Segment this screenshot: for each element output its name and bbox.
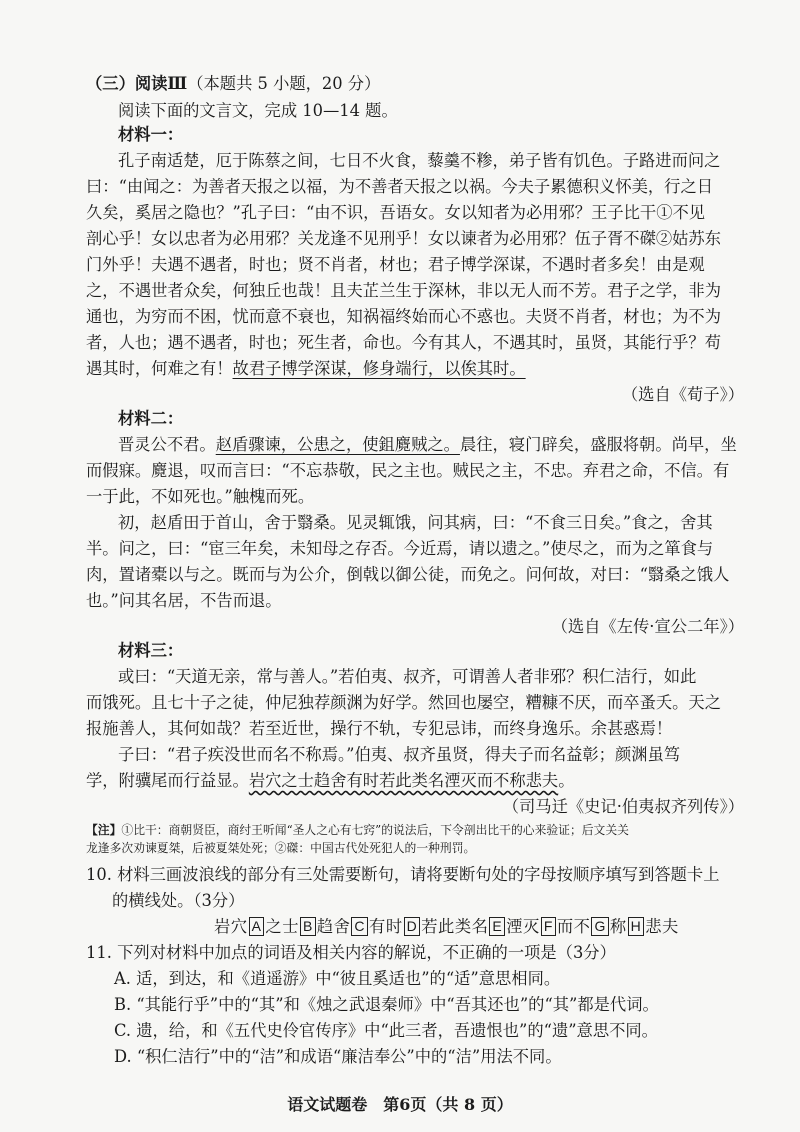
break-box-b[interactable]: B <box>300 917 316 936</box>
note-label: 【注】 <box>86 823 122 837</box>
question-10-segmented-text <box>214 916 800 938</box>
material2-line: 初，赵盾田于首山，舍于翳桑。见灵辄饿，问其病，曰：“不食三日矣。”食之，舍其 <box>118 513 713 532</box>
material2-text: 晨往，寝门辟矣，盛服将朝。尚早，坐 <box>459 435 737 454</box>
material2-line: 半。问之，曰：“宦三年矣，未知母之存否。今近焉，请以遗之。”使尽之，而为之箪食与 <box>86 539 714 558</box>
material1-line: 剖心乎！女以忠者为必用邪？关龙逢不见刑乎！女以谏者为必用邪？伍子胥不磔②姑苏东 <box>86 229 721 248</box>
segment: 有时 <box>369 917 403 936</box>
question-11-stem: 11. 下列对材料中加点的词语及相关内容的解说，不正确的一项是（3分） <box>86 943 616 962</box>
material2-line: 肉，置诸橐以与之。既而与为公介，倒戟以御公徒，而免之。问何故，对曰：“翳桑之饿人 <box>86 565 730 584</box>
section-instruction: 阅读下面的文言文，完成 10—14 题。 <box>118 101 398 120</box>
material2-line <box>118 434 778 456</box>
segment: 悲夫 <box>645 917 679 936</box>
material2-underlined-sentence: 赵盾骤谏，公患之，使鉏麑贼之。 <box>215 435 460 454</box>
question-10-stem: 10. 材料三画波浪线的部分有三处需要断句，请将要断句处的字母按顺序填写到答题卡上 <box>86 865 720 884</box>
break-box-f[interactable]: F <box>541 917 556 936</box>
material1-source: （选自《荀子》） <box>621 385 744 404</box>
material1-last-plain: 遇其时，何难之有！ <box>86 359 233 378</box>
material3-wavy-underlined: 岩穴之士趋舍有时若此类名湮灭而不称悲夫 <box>248 771 559 790</box>
material3-source: （司马迁《史记·伯夷叔齐列传》） <box>502 797 744 816</box>
material2-line: 而假寐。麑退，叹而言曰：“不忘恭敬，民之主也。贼民之主，不忠。弃君之命，不信。有 <box>86 461 730 480</box>
section-title: （三）阅读Ⅲ <box>86 74 188 93</box>
material3-label: 材料三： <box>118 641 184 660</box>
note-text: ①比干：商朝贤臣，商纣王听闻“圣人之心有七窍”的说法后，下令剖出比干的心来验证；后文关关 <box>121 823 629 837</box>
segment: 湮灭 <box>506 917 540 936</box>
segment: 而不 <box>556 917 591 936</box>
material3-line <box>86 770 746 792</box>
material3-line: 而饿死。且七十子之徒，仲尼独荐颜渊为好学。然回也屡空，糟糠不厌，而卒蚤夭。天之 <box>86 693 721 712</box>
segment: 之士 <box>265 917 299 936</box>
material3-line: 子曰：“君子疾没世而名不称焉。”伯夷、叔齐虽贤，得夫子而名益彰；颜渊虽笃 <box>118 745 681 764</box>
material1-line: 门外乎！夫遇不遇者，时也；贤不肖者，材也；君子博学深谋，不遇时者多矣！由是观 <box>86 255 705 274</box>
segment: 岩穴 <box>214 917 248 936</box>
material3-text: 。 <box>558 771 575 790</box>
material1-last-line <box>86 358 746 380</box>
material1-line: 者，人也；遇不遇者，时也；死生者，命也。今有其人，不遇其时，虽贤，其能行乎？苟 <box>86 333 721 352</box>
question-11-option-d[interactable]: D. “积仁洁行”中的“洁”和成语“廉洁奉公”中的“洁”用法不同。 <box>114 1047 562 1066</box>
break-box-g[interactable]: G <box>591 917 608 936</box>
segment: 称 <box>609 917 627 936</box>
page-footer: 语文试题卷 第6页（共 8 页） <box>287 1095 513 1114</box>
question-11-option-c[interactable]: C. 遗，给，和《五代史伶官传序》中“此三者，吾遗恨也”的“遗”意思不同。 <box>114 1021 658 1040</box>
break-box-e[interactable]: E <box>489 917 505 936</box>
material2-label: 材料二： <box>118 409 184 428</box>
material3-line: 或曰：“天道无亲，常与善人。”若伯夷、叔齐，可谓善人者非邪？积仁洁行，如此 <box>118 667 697 686</box>
break-box-c[interactable]: C <box>351 917 368 936</box>
break-box-d[interactable]: D <box>404 917 421 936</box>
note-line <box>86 822 766 838</box>
segment: 趋舍 <box>316 917 351 936</box>
break-box-h[interactable]: H <box>628 917 645 936</box>
section-heading <box>86 73 746 95</box>
material1-line: 之，不遇世者众矣，何独丘也哉！且夫芷兰生于深林，非以无人而不芳。君子之学，非为 <box>86 281 721 300</box>
material2-line: 一于此，不如死也。”触槐而死。 <box>86 487 315 506</box>
material2-line: 也。”问其名居，不告而退。 <box>86 591 282 610</box>
segment: 若此类名 <box>421 917 489 936</box>
break-box-a[interactable]: A <box>249 917 265 936</box>
note-line: 龙逢多次劝谏夏桀，后被夏桀处死；②磔：中国古代处死犯人的一种刑罚。 <box>86 841 476 855</box>
material1-underlined-sentence: 故君子博学深谋，修身端行，以俟其时。 <box>232 359 526 378</box>
question-11-option-b[interactable]: B. “其能行乎”中的“其”和《烛之武退秦师》中“吾其还也”的“其”都是代词。 <box>114 995 659 1014</box>
question-10-stem: 的横线处。（3分） <box>112 891 245 910</box>
material1-line: 曰：“由闻之：为善者天报之以福，为不善者天报之以祸。今夫子累德积义怀美，行之日 <box>86 177 714 196</box>
material1-label: 材料一： <box>118 125 184 144</box>
material3-line: 报施善人，其何如哉？若至近世，操行不轨，专犯忌讳，而终身逸乐。余甚惑焉！ <box>86 719 673 738</box>
material1-line: 久矣，奚居之隐也？”孔子曰：“由不识，吾语女。女以知者为必用邪？王子比干①不见 <box>86 203 706 222</box>
material1-line: 通也，为穷而不困，忧而意不衰也，知祸福终始而心不惑也。夫贤不肖者，材也；为不为 <box>86 307 721 326</box>
question-11-option-a[interactable]: A. 适，到达，和《逍遥游》中“彼且奚适也”的“适”意思相同。 <box>114 969 561 988</box>
material2-text: 晋灵公不君。 <box>118 435 216 454</box>
material3-text: 学，附骥尾而行益显。 <box>86 771 249 790</box>
material2-source: （选自《左传·宣公二年》） <box>551 617 744 636</box>
section-score: （本题共 5 小题，20 分） <box>187 74 381 93</box>
material1-line: 孔子南适楚，厄于陈蔡之间，七日不火食，藜羹不糁，弟子皆有饥色。子路进而问之 <box>118 151 721 170</box>
